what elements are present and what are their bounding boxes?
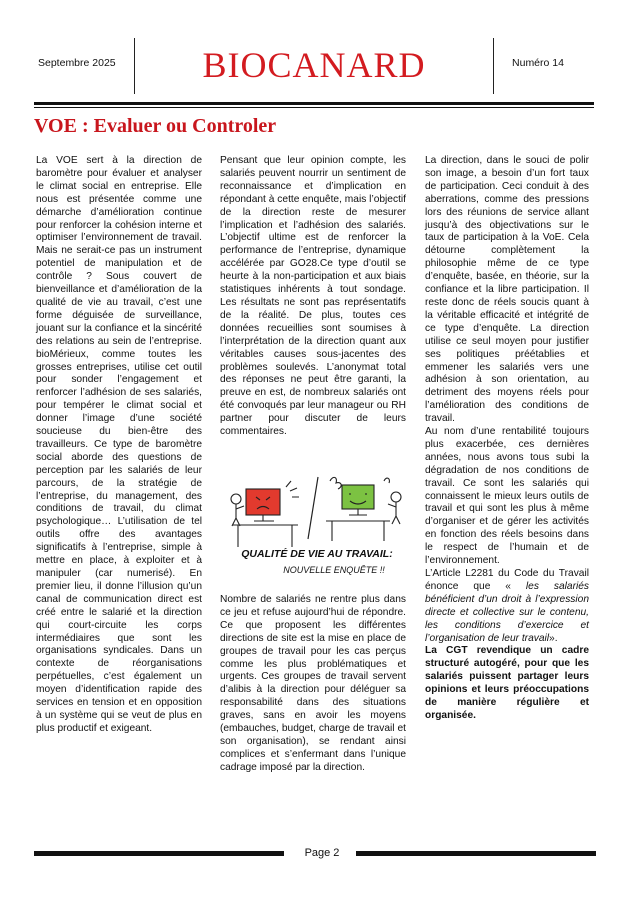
column-1-text: La VOE sert à la direction de baromètre pour évaluer et analyser le climat social en entreprise. Elle nous est présentée comme une démarche d’amélioration continue pour renforcer la cohésion interne et optimiser l’environnement de travail. Mais ne serait-ce pas un instrument potentiel de manipulation et de contrôle ? Sous couvert de bienveillance et d’amélioration de la qualité de vie au travail, c’est une forme déguisée de surveillance, jouant sur la confiance et la sincérité des relations au sein de l’entreprise. bioMérieux, comme toutes les grosses entreprises, utilise cet outil pour sonder l’engagement et renforcer l’adhésion de ses salariés, pour tempérer le climat social et donner l’image d’une société soucieuse du bien-être des travailleurs. Ce type de baromètre social aborde des questions de perception par les salariés de leur parcours, de la stratégie de l’entreprise, du management, des conditions de travail, du climat psychologique… L’utilisation de tel outils offre des avantages significatifs à l’entreprise, simple à mettre en place, à exploiter et à manipuler (car numerisé). En premier lieu, il donne l’illusion qu’un canal de communication direct est créé entre le salarié et la direction qui court-circuite les corps intermédiaires que sont les organisations syndicales. Dans un contexte de réorganisations perpétuelles, c’est également un moyen d’identification rapide des services en tension et en opposition à un système qui se veut de plus en plus productif et exigeant. [36, 155, 202, 734]
left-worker-figure [231, 481, 299, 547]
header-rule-thin [34, 107, 594, 108]
cartoon-caption-line-1: QUALITÉ DE VIE AU TRAVAIL: [241, 548, 393, 560]
column-2-top-text: Pensant que leur opinion compte, les salariés peuvent nourrir un sentiment de reconnaissance et d’implication en répondant à cette enquête, mais l’objectif de la direction reste de mesurer l’implication et l’adhésion des salariés. L’objectif ultime est de renforcer la performance de l’entreprise, dynamique accélérée par GO28.Ce type d’outil se heurte à la non-participation et aux biais statistiques inhérents à tout sondage. Les résultats ne sont pas représentatifs de la réalité. De plus, toutes ces données recueillies sont soumises à l’interprétation de la direction quant aux véritables causes sous-jacentes des problèmes soulevés. L’anonymat total des réponses ne peut être garanti, la preuve en est, de nombreux salariés ont été convoqués par leur manageur ou RH partner pour discuter de leurs commentaires. [220, 155, 406, 438]
header-divider-right [493, 38, 494, 94]
page-number: Page 2 [304, 847, 340, 859]
article-column-2-bottom [220, 594, 406, 775]
header-rule-thick [34, 102, 594, 105]
column-3-paragraph-2: Au nom d’une rentabilité toujours plus exacerbée, ces dernières années, nous avons tous subi la dégradation de nos conditions de travail. Ce sont les salariés qui connaissent le mieux leurs outils de travail et qui sont les plus à même d’organiser et de gérer les activités en fonction des réels besoins dans le respect de l’humain et de l’environnement. [425, 426, 589, 567]
article-column-1 [36, 155, 202, 736]
issue-date: Septembre 2025 [38, 57, 116, 69]
article-headline: VOE : Evaluer ou Controler [34, 115, 277, 137]
legal-quote-end: ». [549, 632, 558, 644]
footer-rule-left [34, 851, 284, 856]
column-2-bottom-text: Nombre de salariés ne rentre plus dans ce jeu et refuse aujourd’hui de répondre. Ce que proposent les différentes directions de site est la mise en place de groupes de travail pour les cas perçus comme les plus problématiques et urgents. Ces groupes de travail servent d’alibis à la direction pour déléguer sa responsabilité dans des situations graves, sans en avoir les moyens (embauches, budget, charge de travail et son organisation), se rendant ainsi complices et s’enfermant dans l’unique cadrage imposé par la direction. [220, 594, 406, 773]
article-column-2-top [220, 155, 406, 439]
issue-number: Numéro 14 [512, 57, 564, 69]
header-divider-left [134, 38, 135, 94]
right-worker-figure [326, 477, 401, 541]
legal-quote-text: les salariés bénéficient d’un droit à l’expression directe et collective sur le contenu, les conditions d’exercice et l’organisation de leur travail [425, 580, 589, 644]
column-3-paragraph-1: La direction, dans le souci de polir son image, a besoin d’un fort taux de participation. Ceci conduit à des aberrations, comme des pressions lors des réunions de service allant jusqu’à des objectivations sur le taux de participation à la VoE. Cela détourne complètement la philosophie même de ce type d’enquête, basée, en théorie, sur la confiance et la libre participation. Il reste donc de réels soucis quant à la véritable efficacité et intégrité de ce type d’enquête. La direction utilise ce seul moyen pour justifier ses politiques préétablies et emmener les salariés vers une adhésion à son orientation, au detriment des moyens réels pour l’amélioration des conditions de travail. [425, 155, 589, 425]
newsletter-title: BIOCANARD [202, 45, 426, 85]
cartoon-illustration [226, 473, 408, 583]
cartoon-divider [308, 477, 318, 539]
footer-rule-right [356, 851, 596, 856]
cartoon-caption-line-2: NOUVELLE ENQUÊTE !! [283, 565, 385, 575]
column-3-cgt-claim: La CGT revendique un cadre structuré autogéré, pour que les salariés puissent partager leurs opinions et leurs préoccupations de manière régulière et organisée. [425, 645, 589, 721]
article-column-3 [425, 155, 589, 723]
legal-quote-lead: L’Article L2281 du Code du Travail énonce que « [425, 568, 589, 592]
column-3-legal-quote [425, 568, 589, 645]
